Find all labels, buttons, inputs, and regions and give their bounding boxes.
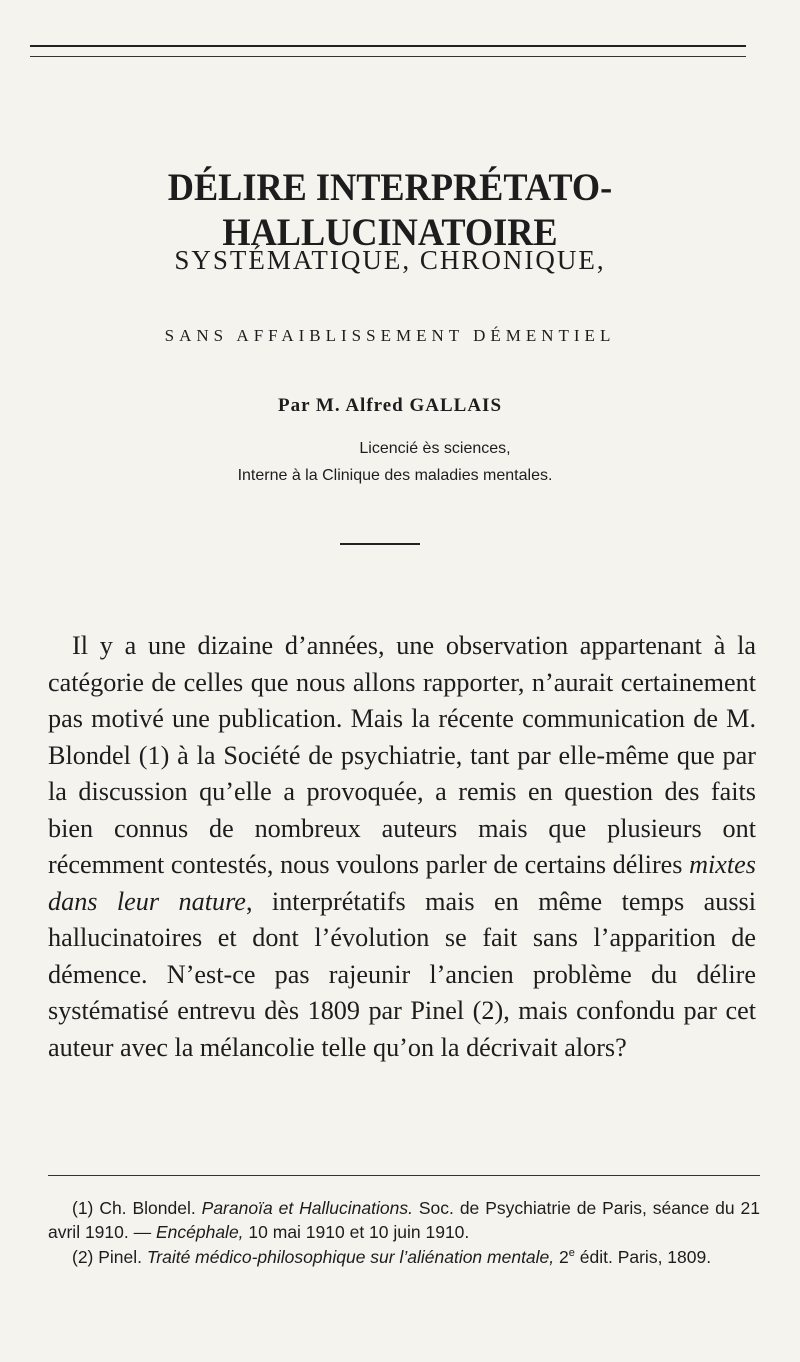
article-subtitle: SYSTÉMATIQUE, CHRONIQUE, bbox=[174, 245, 606, 275]
footnote-rule bbox=[48, 1175, 760, 1176]
section-divider bbox=[340, 543, 420, 545]
article-title: DÉLIRE INTERPRÉTATO-HALLUCINATOIRE bbox=[167, 166, 613, 254]
body-text-part2: , interprétatifs mais en même temps aussi hallucinatoires et dont l’évolution se fait sans l’apparition de démence. N’est-ce pas rajeunir l’ancien problème du délire systématisé entrevu dès 1809 par Pinel (2), mais confondu par cet auteur avec la mélancolie telle qu’on la décrivait alors? bbox=[48, 886, 756, 1062]
footnote-2 bbox=[48, 1246, 760, 1270]
header-rule-top bbox=[30, 45, 746, 47]
fn1-middle: Soc. de Psychiatrie de Paris, séance du 21 avril 1910. — bbox=[48, 1198, 761, 1242]
author-affiliation-1: Licencié ès sciences, bbox=[359, 440, 511, 457]
fn2-suffix: édit. Paris, 1809. bbox=[574, 1247, 712, 1267]
author-line: Par M. Alfred GALLAIS bbox=[277, 395, 503, 416]
fn1-title: Paranoïa et Hallucinations. bbox=[201, 1198, 413, 1218]
article-subtitle-2: SANS AFFAIBLISSEMENT DÉMENTIEL bbox=[164, 326, 616, 345]
fn2-edition-number: 2 bbox=[559, 1247, 569, 1267]
header-rule-bottom bbox=[30, 56, 746, 57]
fn1-prefix: (1) Ch. Blondel. bbox=[72, 1198, 202, 1218]
fn2-title: Traité médico-philosophique sur l’aliénation mentale, bbox=[146, 1247, 555, 1267]
fn2-prefix: (2) Pinel. bbox=[72, 1247, 147, 1267]
fn1-journal: Encéphale, bbox=[155, 1221, 244, 1242]
footnote-1 bbox=[48, 1197, 760, 1244]
body-text-italic: mixtes dans leur nature bbox=[48, 850, 756, 916]
footnotes bbox=[48, 1197, 760, 1272]
fn1-suffix: 10 mai 1910 et 10 juin 1910. bbox=[243, 1221, 470, 1242]
body-text-part1: Il y a une dizaine d’années, une observation appartenant à la catégorie de celles que nous allons rapporter, n’aurait certainement pas motivé une publication. Mais la récente communication de M. Blondel (1) à la Société de psychiatrie, tant par elle-même que par la discussion qu’elle a provoquée, a remis en question des faits bien connus de nombreux auteurs mais que plusieurs ont récemment contestés, nous voulons parler de certains délires bbox=[48, 631, 756, 879]
fn2-edition-sup: e bbox=[568, 1247, 575, 1260]
author-affiliation-2: Interne à la Clinique des maladies mentales. bbox=[237, 467, 553, 484]
body-paragraph bbox=[48, 628, 756, 1066]
